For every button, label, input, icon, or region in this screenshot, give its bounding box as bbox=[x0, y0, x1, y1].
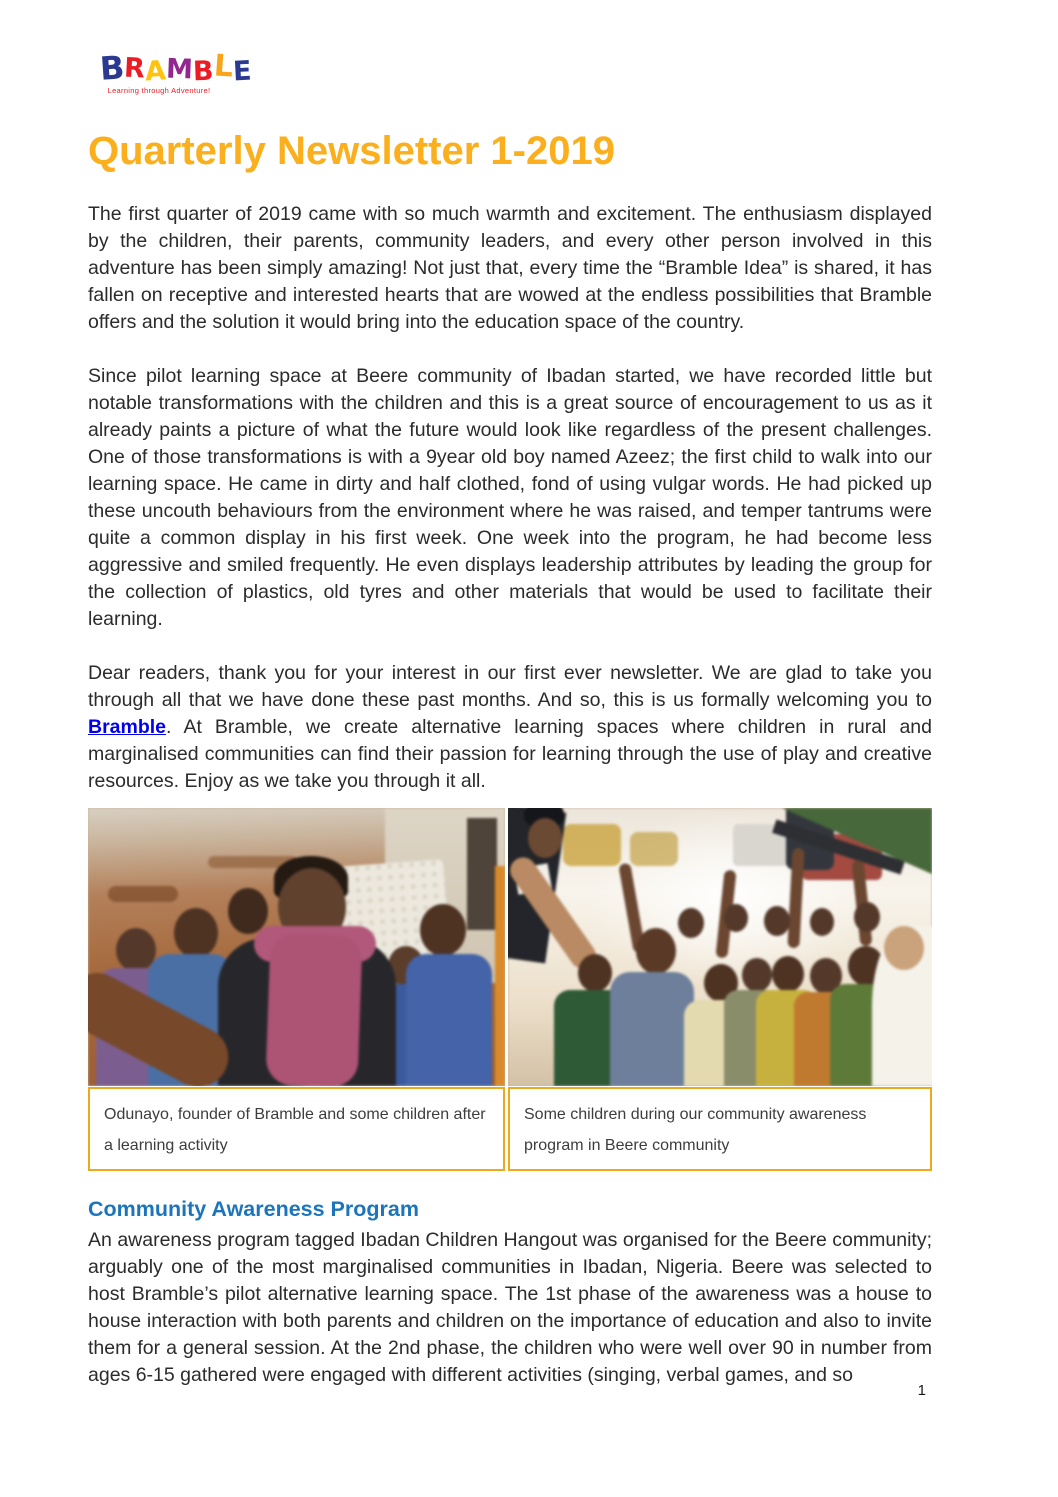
logo-tagline: Learning through Adventure! bbox=[107, 86, 211, 95]
child-head-back-row bbox=[854, 902, 880, 932]
child-head-back-row bbox=[810, 908, 834, 936]
section-heading-community-awareness: Community Awareness Program bbox=[88, 1197, 419, 1221]
logo-letter: A bbox=[144, 55, 167, 88]
intro-paragraph-3-text-before: Dear readers, thank you for your interest in our first ever newsletter. We are glad to take you through all that we have done these past months. And so, this is us formally welcoming you to bbox=[88, 662, 932, 711]
caption-row bbox=[88, 1087, 932, 1171]
child-head bbox=[772, 956, 804, 992]
bramble-logo bbox=[98, 48, 252, 95]
child-head-back-row bbox=[678, 908, 704, 938]
photo-awareness-program bbox=[508, 808, 932, 1086]
child-head bbox=[578, 954, 612, 992]
child-head bbox=[420, 904, 466, 956]
foreground-figure-head bbox=[884, 926, 924, 970]
yellow-keke bbox=[630, 832, 678, 866]
bystander-orange bbox=[495, 866, 505, 1086]
debris-shadow bbox=[108, 886, 178, 902]
photo-row bbox=[88, 808, 932, 1086]
intro-paragraph-3-text-after: . At Bramble, we create alternative learning spaces where children in rural and marginalised communities can find their passion for learning through the use of play and creative resources. Enjoy as we take you through it all. bbox=[88, 716, 932, 792]
child-head bbox=[742, 958, 772, 992]
photo-founder-selfie-scene bbox=[88, 808, 505, 1086]
caption-awareness-program: Some children during our community awareness program in Beere community bbox=[508, 1087, 932, 1171]
logo-letter: R bbox=[123, 52, 146, 85]
yellow-keke bbox=[563, 824, 621, 866]
page-title: Quarterly Newsletter 1-2019 bbox=[88, 129, 615, 173]
founder-scarf bbox=[265, 932, 362, 1086]
bramble-link[interactable]: Bramble bbox=[88, 716, 167, 738]
section-paragraph-1: An awareness program tagged Ibadan Children Hangout was organised for the Beere community; arguably one of the most marginalised communities in Ibadan, Nigeria. Beere was selected to host Bramble’s pilot alternative learning space. The 1st phase of the awareness was a house to house interaction with both parents and children on the importance of education and also to invite them for a general session. At the 2nd phase, the children who were well over 90 in number from ages 6-15 gathered were engaged with different activities (singing, verbal games, and so bbox=[88, 1229, 932, 1386]
page-content bbox=[0, 48, 1058, 1389]
child-body-slate bbox=[610, 972, 694, 1086]
intro-paragraph-2: Since pilot learning space at Beere community of Ibadan started, we have recorded little but notable transformations with the children and this is a great source of encouragement to us as it already paints a picture of what the future would look like regardless of the present challenges. One of those transformations is with a 9year old boy named Azeez; the first child to walk into our learning space. He came in dirty and half clothed, fond of using vulgar words. He had picked up these uncouth behaviours from the environment where he was raised, and temper tantrums were quite a common display in his first week. One week into the program, he had become less aggressive and smiled frequently. He even displays leadership attributes by leading the group for the collection of plastics, old tyres and other materials that would be used to facilitate their learning. bbox=[88, 365, 932, 630]
logo-letter: B bbox=[192, 55, 215, 88]
child-head-back-row bbox=[764, 906, 790, 936]
logo-letter: E bbox=[231, 55, 252, 88]
photo-founder-selfie bbox=[88, 808, 505, 1086]
caption-founder-selfie: Odunayo, founder of Bramble and some children after a learning activity bbox=[88, 1087, 505, 1171]
bramble-logo-wordmark bbox=[98, 48, 252, 88]
intro-paragraph-3 bbox=[88, 660, 932, 795]
child-head-back-row bbox=[724, 904, 748, 932]
photo-awareness-program-scene bbox=[508, 808, 932, 1086]
page-number: 1 bbox=[917, 1382, 926, 1399]
child-body-blue bbox=[406, 954, 492, 1086]
child-head bbox=[228, 888, 268, 934]
logo-letter: L bbox=[212, 48, 234, 85]
child-head bbox=[174, 908, 218, 958]
doorway-shadow bbox=[467, 818, 497, 930]
logo-letter: M bbox=[165, 53, 194, 86]
facilitator-head bbox=[528, 818, 562, 858]
logo-letter: B bbox=[98, 48, 126, 88]
child-head bbox=[636, 928, 676, 974]
intro-paragraph-1: The first quarter of 2019 came with so much warmth and excitement. The enthusiasm displayed by the children, their parents, community leaders, and every other person involved in this adventure has been simply amazing! Not just that, every time the “Bramble Idea” is shared, it has fallen on receptive and interested hearts that are wowed at the endless possibilities that Bramble offers and the solution it would bring into the education space of the country. bbox=[88, 203, 932, 333]
